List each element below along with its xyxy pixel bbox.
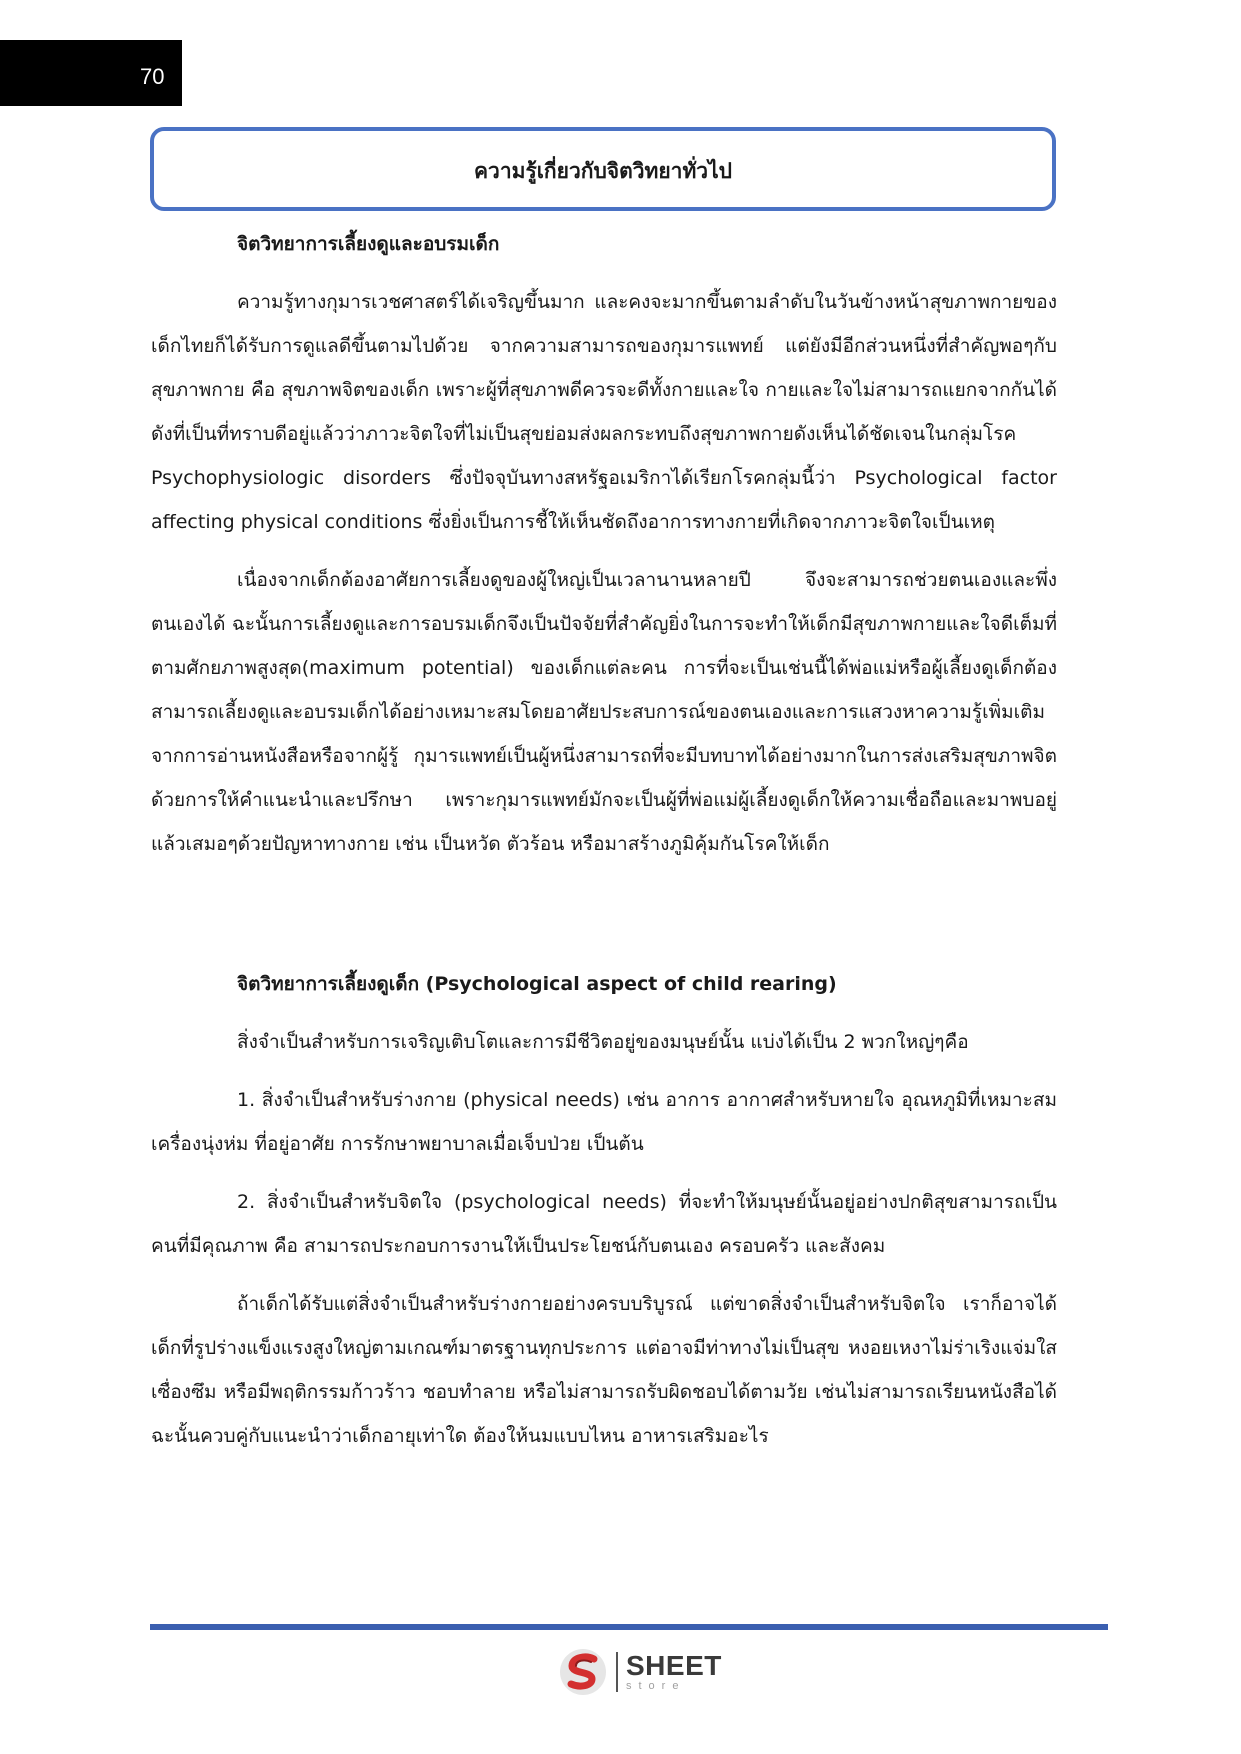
logo-word: SHEET (626, 1650, 722, 1681)
logo-text (626, 1652, 722, 1692)
paragraph-pediatrics-knowledge: ความรู้ทางกุมารเวชศาสตร์ได้เจริญขึ้นมาก และคงจะมากขึ้นตามลำดับในวันข้างหน้าสุขภาพกายของเด็กไทยก็ได้รับการดูแลดีขึ้นตามไปด้วย จากความสามารถของกุมารแพทย์ แต่ยังมีอีกส่วนหนึ่งที่สำคัญพอๆกับสุขภาพกาย คือ สุขภาพจิตของเด็ก เพราะผู้ที่สุขภาพดีควรจะดีทั้งกายและใจ กายและใจไม่สามารถแยกจากกันได้ดังที่เป็นที่ทราบดีอยู่แล้วว่าภาวะจิตใจที่ไม่เป็นสุขย่อมส่งผลกระทบถึงสุขภาพกายดังเห็นได้ชัดเจนในกลุ่มโรค Psychophysiologic disorders ซึ่งปัจจุบันทางสหรัฐอเมริกาได้เรียกโรคกลุ่มนี้ว่า Psychological factor affecting physical conditions ซึ่งยิ่งเป็นการชี้ให้เห็นชัดถึงอาการทางกายที่เกิดจากภาวะจิตใจเป็นเหตุ (151, 291, 1057, 533)
sheet-store-s-icon (558, 1647, 608, 1697)
chapter-heading: ความรู้เกี่ยวกับจิตวิทยาทั่วไป (474, 158, 732, 183)
logo-subtitle: store (626, 1680, 686, 1692)
footer-rule (150, 1624, 1108, 1630)
section-title-child-rearing-training: จิตวิทยาการเลี้ยงดูและอบรมเด็ก (237, 233, 500, 255)
paragraph-needs-intro: สิ่งจำเป็นสำหรับการเจริญเติบโตและการมีชีวิตอยู่ของมนุษย์นั้น แบ่งได้เป็น 2 พวกใหญ่ๆคือ (237, 1031, 969, 1053)
page-content (151, 222, 1057, 1458)
logo-separator (616, 1652, 618, 1692)
chapter-heading-box (150, 127, 1056, 211)
section-title-psychological-aspect: จิตวิทยาการเลี้ยงดูเด็ก (Psychological aspect of child rearing) (237, 973, 837, 995)
paragraph-missing-mental-needs: ถ้าเด็กได้รับแต่สิ่งจำเป็นสำหรับร่างกายอย่างครบบริบูรณ์ แต่ขาดสิ่งจำเป็นสำหรับจิตใจ เราก็อาจได้เด็กที่รูปร่างแข็งแรงสูงใหญ่ตามเกณฑ์มาตรฐานทุกประการ แต่อาจมีท่าทางไม่เป็นสุข หงอยเหงาไม่ร่าเริงแจ่มใส เซื่องซึม หรือมีพฤติกรรมก้าวร้าว ชอบทำลาย หรือไม่สามารถรับผิดชอบได้ตามวัย เช่นไม่สามารถเรียนหนังสือได้ ฉะนั้นควบคู่กับแนะนำว่าเด็กอายุเท่าใด ต้องให้นมแบบไหน อาหารเสริมอะไร (151, 1293, 1057, 1447)
page-number: 70 (140, 64, 165, 89)
paragraph-child-dependence: เนื่องจากเด็กต้องอาศัยการเลี้ยงดูของผู้ใหญ่เป็นเวลานานหลายปี จึงจะสามารถช่วยตนเองและพึ่งตนเองได้ ฉะนั้นการเลี้ยงดูและการอบรมเด็กจึงเป็นปัจจัยที่สำคัญยิ่งในการจะทำให้เด็กมีสุขภาพกายและใจดีเต็มที่ตามศักยภาพสูงสุด(maximum potential) ของเด็กแต่ละคน การที่จะเป็นเช่นนี้ได้พ่อแม่หรือผู้เลี้ยงดูเด็กต้องสามารถเลี้ยงดูและอบรมเด็กได้อย่างเหมาะสมโดยอาศัยประสบการณ์ของตนเองและการแสวงหาความรู้เพิ่มเติมจากการอ่านหนังสือหรือจากผู้รู้ กุมารแพทย์เป็นผู้หนึ่งสามารถที่จะมีบทบาทได้อย่างมากในการส่งเสริมสุขภาพจิตด้วยการให้คำแนะนำและปรึกษา เพราะกุมารแพทย์มักจะเป็นผู้ที่พ่อแม่ผู้เลี้ยงดูเด็กให้ความเชื่อถือและมาพบอยู่แล้วเสมอๆด้วยปัญหาทางกาย เช่น เป็นหวัด ตัวร้อน หรือมาสร้างภูมิคุ้มกันโรคให้เด็ก (151, 569, 1057, 855)
list-item-psychological-needs: 2. สิ่งจำเป็นสำหรับจิตใจ (psychological needs) ที่จะทำให้มนุษย์นั้นอยู่อย่างปกติสุขสามารถเป็นคนที่มีคุณภาพ คือ สามารถประกอบการงานให้เป็นประโยชน์กับตนเอง ครอบครัว และสังคม (151, 1191, 1057, 1257)
sheet-store-logo (558, 1643, 728, 1701)
list-item-physical-needs: 1. สิ่งจำเป็นสำหรับร่างกาย (physical needs) เช่น อาการ อากาศสำหรับหายใจ อุณหภูมิที่เหมาะสมเครื่องนุ่งห่ม ที่อยู่อาศัย การรักษาพยาบาลเมื่อเจ็บป่วย เป็นต้น (151, 1089, 1057, 1155)
page-number-tab (0, 40, 182, 106)
